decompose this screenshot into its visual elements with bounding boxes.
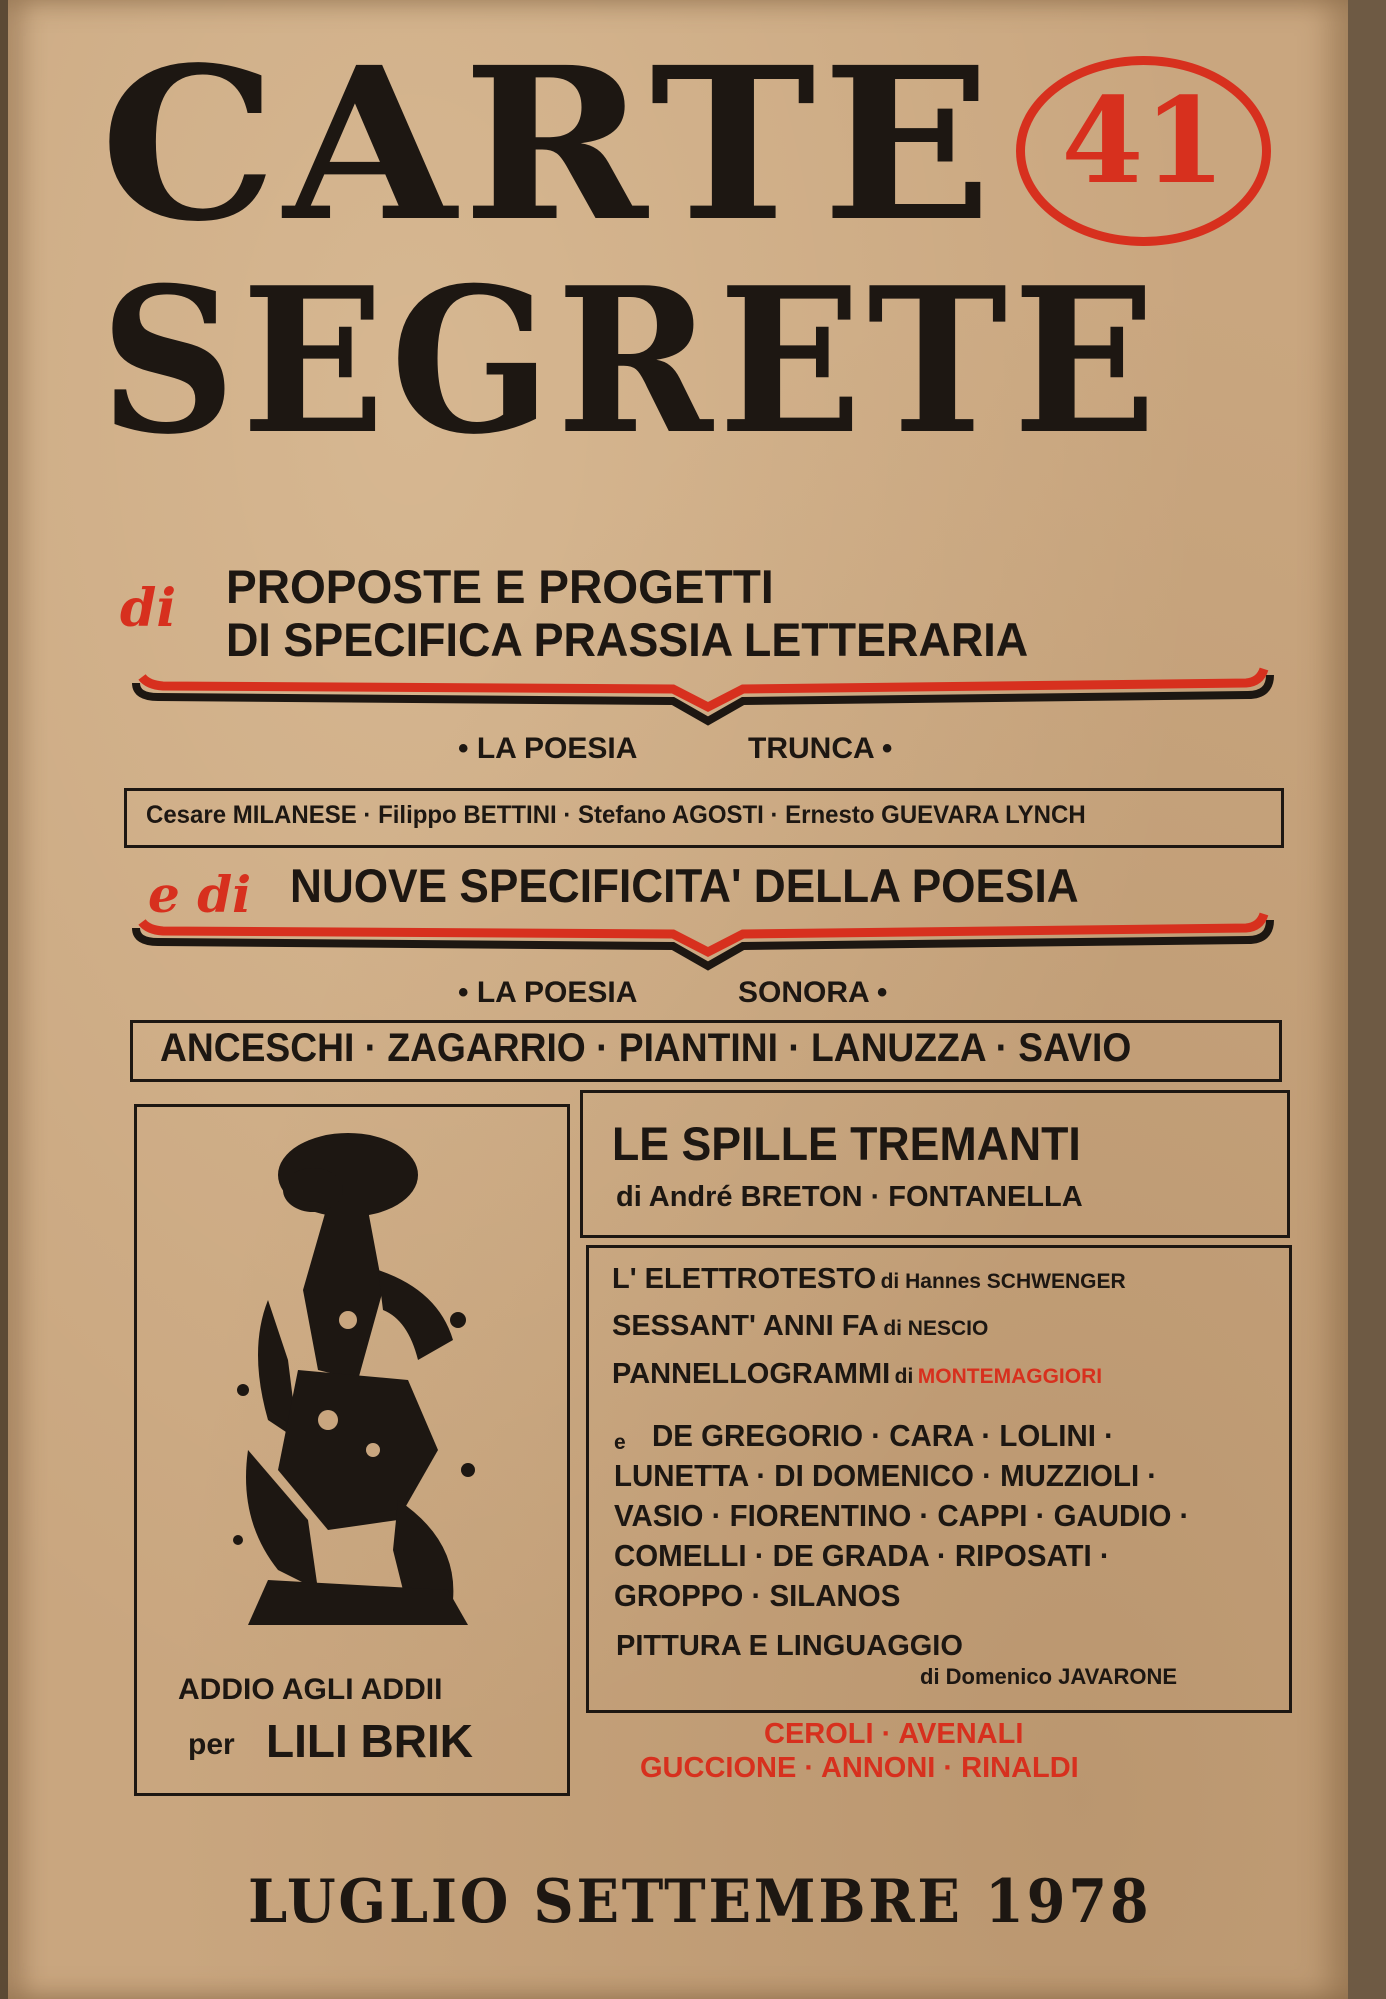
magazine-cover: [8, 0, 1348, 1999]
masthead-line1: CARTE: [100, 21, 999, 268]
red-names-line1: CEROLI · AVENALI: [764, 1718, 1024, 1750]
contents-item-3-title: PANNELLOGRAMMI: [612, 1358, 891, 1390]
pittura-title: PITTURA E LINGUAGGIO: [616, 1630, 963, 1662]
contents-item-2-title: SESSANT' ANNI FA: [612, 1310, 879, 1342]
issue-number: 41: [1061, 71, 1226, 210]
section1-title-line1: PROPOSTE E PROGETTI: [226, 560, 774, 613]
section2-prefix: e di: [148, 865, 252, 924]
illustration-caption-line1: ADDIO AGLI ADDII: [178, 1673, 443, 1706]
issue-date: LUGLIO SETTEMBRE 1978: [248, 1867, 1152, 1937]
section1-title-line2: DI SPECIFICA PRASSIA LETTERARIA: [226, 613, 1029, 666]
illustration-caption-per: per: [188, 1728, 235, 1761]
contents-item-2-by: di NESCIO: [883, 1317, 989, 1340]
spille-byline: di André BRETON · FONTANELLA: [616, 1181, 1083, 1213]
page-edges: [1348, 0, 1386, 1999]
section1-prefix: di: [120, 578, 177, 639]
contents-names-2: LUNETTA · DI DOMENICO · MUZZIOLI ·: [614, 1458, 1158, 1493]
section2-brace: [8, 900, 1308, 980]
contents-item-3-by-red: MONTEMAGGIORI: [917, 1365, 1103, 1388]
ink-drawing-figure: [208, 1120, 508, 1640]
section2-subtitle-right: SONORA •: [738, 976, 888, 1009]
section1-authors: Cesare MILANESE · Filippo BETTINI · Stefano AGOSTI · Ernesto GUEVARA LYNCH: [146, 801, 1086, 829]
contents-item-2: [612, 1312, 988, 1341]
contents-names-3: VASIO · FIORENTINO · CAPPI · GAUDIO ·: [614, 1498, 1190, 1533]
contents-names-5: GROPPO · SILANOS: [614, 1578, 901, 1613]
section2-authors: ANCESCHI · ZAGARRIO · PIANTINI · LANUZZA · SAVIO: [160, 1026, 1132, 1070]
contents-names-1: DE GREGORIO · CARA · LOLINI ·: [652, 1418, 1114, 1453]
contents-item-1: [612, 1265, 1126, 1294]
contents-item-3: [612, 1360, 1102, 1389]
section2-title: NUOVE SPECIFICITA' DELLA POESIA: [290, 859, 1079, 912]
section1-brace: [8, 655, 1308, 735]
contents-item-1-by: di Hannes SCHWENGER: [880, 1270, 1126, 1293]
illustration-caption-name: LILI BRIK: [266, 1715, 473, 1767]
contents-item-1-title: L' ELETTROTESTO: [612, 1263, 877, 1295]
section1-subtitle-right: TRUNCA •: [748, 732, 893, 765]
masthead-line2: SEGRETE: [100, 244, 1162, 479]
red-names-line2: GUCCIONE · ANNONI · RINALDI: [640, 1752, 1079, 1784]
contents-item-3-by: di: [894, 1365, 914, 1388]
spille-title: LE SPILLE TREMANTI: [612, 1117, 1081, 1170]
contents-names-4: COMELLI · DE GRADA · RIPOSATI ·: [614, 1538, 1110, 1573]
section1-subtitle-left: • LA POESIA: [458, 732, 638, 765]
contents-e: e: [614, 1431, 626, 1454]
section2-subtitle-left: • LA POESIA: [458, 976, 638, 1009]
pittura-byline: di Domenico JAVARONE: [920, 1664, 1178, 1689]
book-spine: [0, 0, 8, 1999]
